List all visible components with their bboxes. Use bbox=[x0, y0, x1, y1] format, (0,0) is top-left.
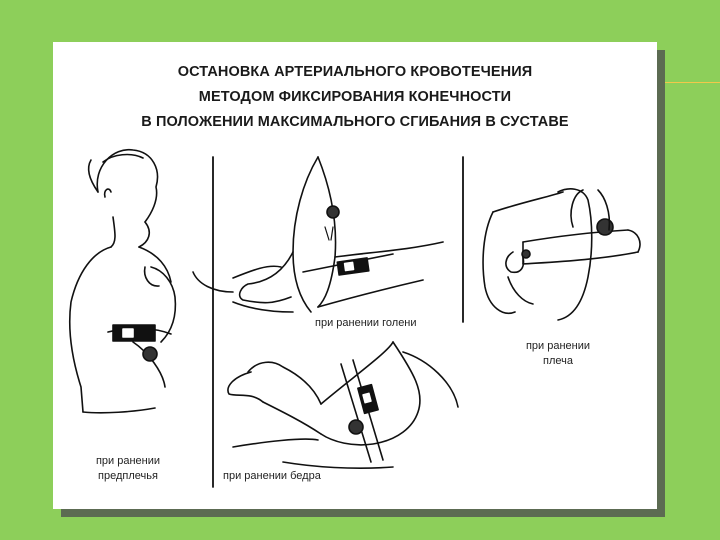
caption-shoulder-line-2: плеча bbox=[543, 355, 573, 367]
caption-forearm bbox=[83, 454, 173, 484]
caption-forearm-line-1: при ранении bbox=[95, 455, 161, 467]
thigh-figure-drawing bbox=[228, 342, 458, 468]
caption-shin: при ранении голени bbox=[315, 317, 417, 329]
shoulder-figure-drawing bbox=[483, 189, 640, 320]
illustration bbox=[53, 42, 657, 509]
shin-figure-drawing bbox=[193, 157, 443, 312]
title-line-3: В ПОЛОЖЕНИИ МАКСИМАЛЬНОГО СГИБАНИЯ В СУСТАВЕ bbox=[141, 114, 569, 130]
slide bbox=[53, 42, 657, 509]
title-line-2: МЕТОДОМ ФИКСИРОВАНИЯ КОНЕЧНОСТИ bbox=[198, 89, 512, 105]
title-line-1: ОСТАНОВКА АРТЕРИАЛЬНОГО КРОВОТЕЧЕНИЯ bbox=[177, 64, 533, 80]
caption-shoulder bbox=[513, 339, 603, 369]
forearm-figure-drawing bbox=[70, 150, 176, 413]
decorative-line bbox=[662, 82, 720, 83]
caption-shoulder-line-1: при ранении bbox=[525, 340, 591, 352]
caption-thigh: при ранении бедра bbox=[223, 470, 321, 482]
caption-forearm-line-2: предплечья bbox=[98, 470, 158, 482]
